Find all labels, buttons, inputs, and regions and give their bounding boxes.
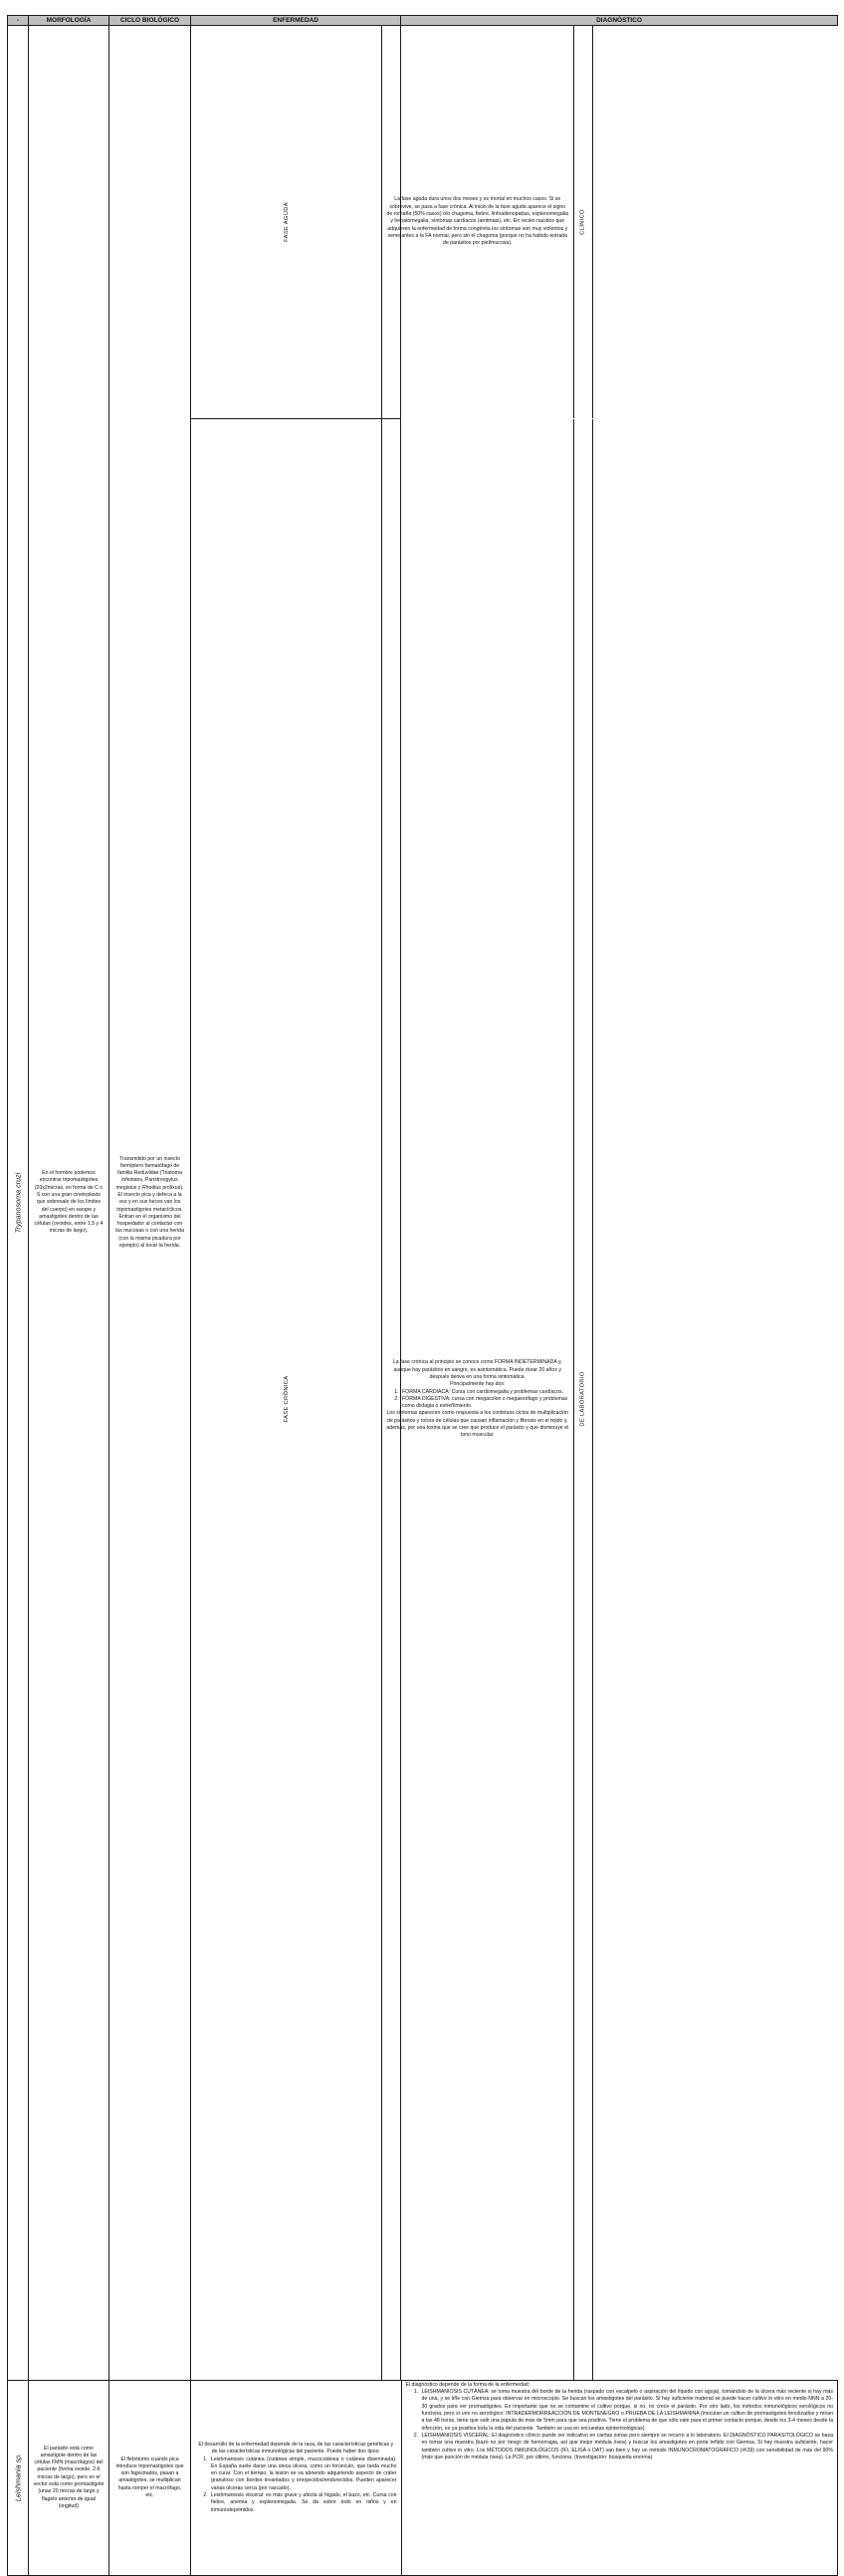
header-cycle: CICLO BIOLÓGICO: [109, 16, 191, 26]
leishmania-disease-cell: [191, 2381, 401, 2575]
header-dash: -: [8, 16, 29, 26]
trypanosoma-cycle: [109, 26, 191, 2381]
clinical-label: CLÍNICO: [578, 209, 585, 235]
leishmania-name-cell: [8, 2380, 29, 2575]
header-row: [8, 16, 838, 26]
leishmania-diagnosis-cell: [401, 2381, 837, 2575]
chronic-phase-label: FASE CRÓNICA: [283, 1376, 290, 1423]
trypanosoma-name-cell: [8, 26, 29, 2381]
chronic-form-item: 2. FORMA DIGESTIVA: cursa con megacolon o megaesófago y problemas como disfagia o estreñimiento.: [400, 1396, 569, 1411]
leishmania-disease-intro: El desarrollo de la enfermedad depende de la raza, de las características genéticas y de las características inmunológicas del paciente. Puede haber dos tipos:: [198, 2441, 394, 2456]
leishmania-disease-item: 2. Leishmaniosis visceral: es más grave y afecta al hígado, el bazo, etc. Cursa con fiebre, anemia y esplenomegalia. Se da sobre todo en niños y en inmunodeprimidos.: [209, 2492, 397, 2514]
leishmania-diagnosis-item: 1. LEISHMANIOSIS CUTÁNEA: se toma muestra del borde de la herida (raspado con escalpelo o aspiración del líquido con aguja), tomándolo de la úlcera más reciente si hay más de una, y se tiñe con Giemsa para observar en microscopio. Se buscan los amastigotes del parásito. Si hay suficiente material se puede hacer cultivo in vitro en medio NNN a 20-30 grados para ver promastigotes. Es importante que no se contamine el cultivo porque, si no, no crece el parásito. Por otro lado, los métodos inmunológicos serológicos no funciona, pero sí uno no serológico: INTRADERMORREACCIÓN DE MONTENEGRO o PRUEBA DE LA LEISHMANINA (inoculan un cultivo de promastigotes fenolizados y miran a las 48 horas, tiene que salir una pápula de más de 5mm para que sea positiva. Tiene el problema de que sólo vale para el primer contacto porque, desde los 3-4 meses desde la infección, es ya positiva toda la vida del paciente. También se usa en encuestas epidemiológicas).: [420, 2389, 834, 2433]
chronic-intro: La fase crónica al principio se conoce como FORMA INDETERMINADA y, aunque hay parásitos en sangre, es asintomática. Puede durar 20 años y después deriva en una forma sintomática.: [392, 1359, 562, 1380]
leishmania-row: [8, 2380, 838, 2575]
trypanosoma-name: Trypanosoma cruzi: [13, 1172, 23, 1234]
leishmania-diagnosis-item: 2. LEISHMANIOSIS VISCERAL: El diagnóstico clínico puede ser indicativo en ciertas zonas pero siempre se recurre a lo laboratorio. El DIAGNÓSTICO PARASITOLÓGICO se basa en tomar una muestra (bazo no por riesgo de hemorragia, así que mejor médula ósea) y buscar los amastigotes en porta teñido con Giemsa. Si hay muestra suficiente, hacer también cultivo in vitro. Los MÉTODOS INMUNOLÓGICOS (IFI, ELISA o DAT) van bien y hay un método INMUNOCROMATOGRÁFICO (rK39) con sensibilidad de más del 90% (más que punción de médula ósea). La PCR, por último, funciona. (Investigación: búsqueda enorma): [420, 2433, 834, 2461]
leishmania-morphology: El parásito está como amastigote dentro de las células FMN (macrófagos) del paciente (forma ovoide, 2-6 micras de largo), pero en el vector está como promastigote (unas 20 micras de largo y flagelo anterior de igual longitud): [29, 2380, 109, 2575]
chronic-forms-list: [386, 1389, 569, 1411]
trypanosoma-cycle-text: Transmitido por un insecto hemíptero hematófago de familia Reduvidae (Triatoma infestans, Panstrongylus megistus y Rhodius prolixus). El insecto pica y defeca a la vez y en sus heces van los tripomastigotes metacíclicos. Entran en el organismo del hospedador al contactar con las mucosas o con una herida (con la misma picadura por ejemplo) al tocar la herida.: [115, 1155, 184, 1250]
acute-phase-label-cell: [191, 26, 382, 419]
chronic-forms-title: Principalmente hay dos:: [450, 1381, 506, 1388]
chronic-form-item: 1. FORMA CARDIACA: Cursa con cardiomegalia y problemas cardíacos.: [400, 1389, 569, 1396]
leishmania-diagnosis-list: [406, 2389, 834, 2461]
trypanosoma-morphology: En el hombre podemos encontrar tripomastigotes (20x2micras, en forma de C o S con una gran cinetoplasto que sobresale de los límites del cuerpo) en sangre y amastigotes dentro de las células (ovoides, entre 1,5 y 4 micras de largo).: [29, 26, 109, 2381]
lab-label-cell: [573, 419, 592, 2380]
leishmania-diagnosis-intro: El diagnóstico depende de la forma de la enfermedad:: [405, 2381, 530, 2388]
acute-phase-label: FASE AGUDA: [283, 202, 290, 242]
leishmania-name: Leishmania sp.: [13, 2454, 23, 2502]
acute-phase-text: La fase aguda dura unos dos meses y es mortal en muchos casos. Si se sobrevive, se pasa a fase crónica. Al inicio de la fase aguda aparece el signo de romaña (50% casos) ó/o chagoma, fiebre, linfoadenopatías, esplenomegalia y hepatomegalia, síntomas cardíacos (arritmias), etc. En recién nacidos que adquieren la enfermedad de forma congénita los síntomas son muy violentos y semejantes a la FA normal, pero sin el chagoma (porque no ha habido entrada de parásitos por piel/mucosa).: [382, 26, 573, 418]
header-disease: ENFERMEDAD: [191, 16, 401, 26]
acute-and-clinical-cell: [382, 26, 585, 419]
clinical-label-cell: [573, 26, 592, 418]
leishmania-cycle: El flebótomo cuando pica introduce tripomastigotes que son fagocitados, pasan a amastigotes, se multiplican hasta romper el macrófago, etc.: [109, 2380, 191, 2575]
lab-label: DE LABORATORIO: [578, 1371, 585, 1428]
parasites-comparison-table: [7, 15, 838, 2576]
comparison-table-page: [7, 15, 837, 2513]
chronic-outro: Los síntomas aparecen como respuesta a los continuos ciclos de multiplicación de parásitos y rotura de células que causan inflamación y fibrosis en el tejido y, además, por una toxina que se cree que produce el parásito y que disminuye el tono muscular.: [386, 1410, 569, 1439]
header-diagnosis: DIAGNÓSTICO: [401, 16, 838, 26]
chronic-and-lab-cell: [382, 419, 585, 2381]
leishmania-disease-list: [195, 2457, 397, 2514]
header-morphology: MORFOLOGÍA: [29, 16, 109, 26]
leishmania-disease-diagnosis-cell: [191, 2380, 838, 2575]
leishmania-disease-item: 1. Leishmaniosis cutánea (cutánea simple, mucocutánea o cutánea diseminada). En España suele darse una única úlcera, como un forúnculo, que tarda mucho en curar. Con el tiempo, la lesión se va abriendo adquiriendo aspecto de cráter granuloso con bordes levantados y enrojecidos/endurecidos. Pueden aparecer varias úlceras cerca (por rascado).: [209, 2457, 397, 2492]
chronic-phase-text-cell: [382, 419, 573, 2380]
chronic-phase-label-cell: [191, 419, 382, 2381]
trypanosoma-acute-row: [8, 26, 838, 419]
